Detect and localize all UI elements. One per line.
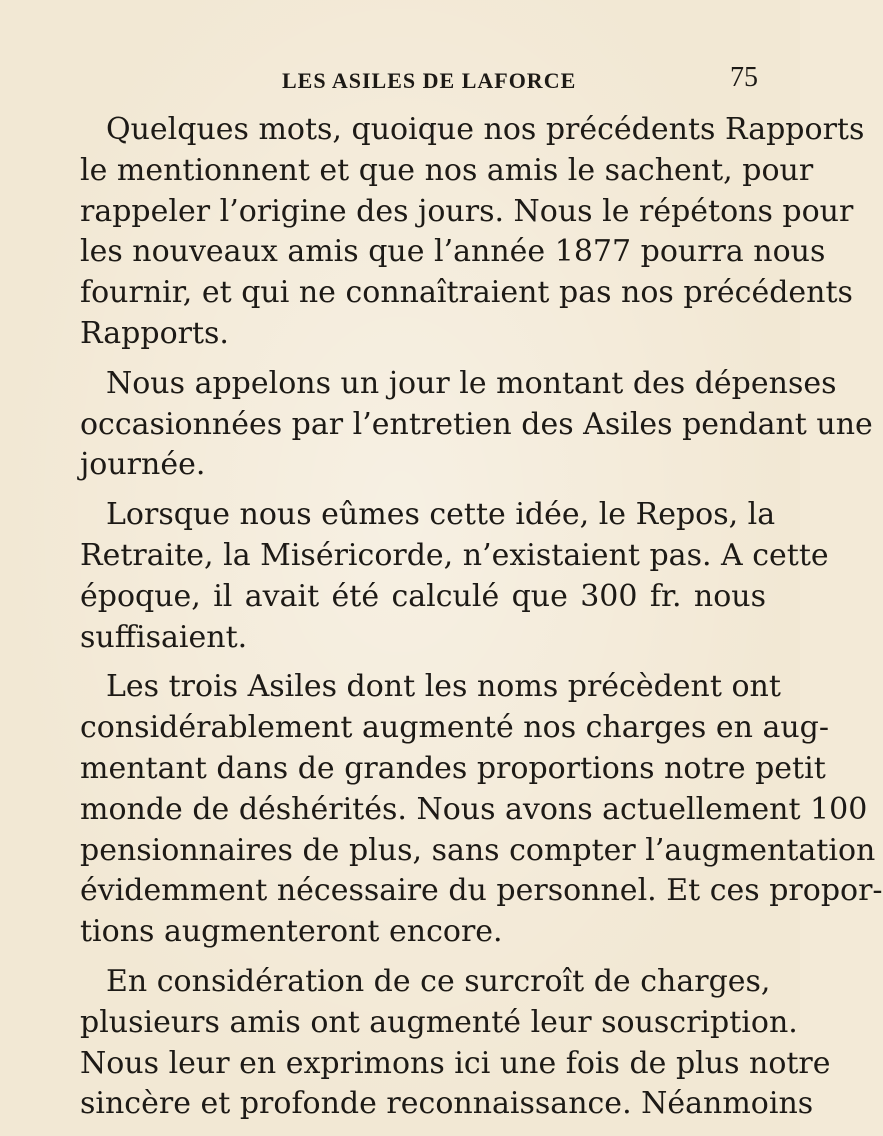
text-line: mentant dans de grandes proportions notre petit (80, 750, 826, 786)
text-line: Les trois Asiles dont les noms précèdent ont (106, 669, 781, 705)
text-line: En considération de ce surcroît de charges, (106, 963, 771, 999)
text-line: Lorsque nous eûmes cette idée, le Repos, la (106, 497, 776, 533)
page-header (0, 62, 800, 102)
text-line: fournir, et qui ne connaîtraient pas nos précédents (80, 275, 853, 311)
paragraph (80, 110, 865, 355)
paragraph (80, 364, 873, 486)
text-line: Rapports. (80, 315, 229, 351)
text-line: Nous leur en exprimons ici une fois de plus notre (80, 1045, 831, 1081)
text-line: évidemment nécessaire du personnel. Et ces propor- (80, 873, 883, 909)
text-line: rappeler l’origine des jours. Nous le répétons pour (80, 193, 854, 229)
text-line: monde de déshérités. Nous avons actuellement 100 (80, 791, 868, 827)
paragraph (80, 495, 829, 658)
text-line: occasionnées par l’entretien des Asiles pendant une (80, 406, 873, 442)
text-line: Nous appelons un jour le montant des dépenses (106, 365, 837, 401)
paragraph (80, 962, 831, 1125)
text-line: pensionnaires de plus, sans compter l’augmentation (80, 832, 876, 868)
running-title: LES ASILES DE LAFORCE (282, 68, 577, 93)
text-line: époque, il avait été calculé que 300 fr. nous (80, 578, 766, 614)
paragraph (80, 667, 883, 953)
text-line: considérablement augmenté nos charges en aug- (80, 710, 830, 746)
page-body (80, 110, 883, 1134)
text-line: tions augmenteront encore. (80, 914, 503, 950)
text-line: les nouveaux amis que l’année 1877 pourra nous (80, 234, 826, 270)
text-line: suffisaient. (80, 619, 248, 655)
text-line: Quelques mots, quoique nos précédents Rapports (106, 112, 865, 147)
text-line: plusieurs amis ont augmenté leur souscription. (80, 1004, 798, 1040)
text-line: sincère et profonde reconnaissance. Néanmoins (80, 1086, 814, 1122)
page-number: 75 (730, 62, 758, 93)
text-line: Retraite, la Miséricorde, n’existaient pas. A cette (80, 537, 829, 573)
text-line: le mentionnent et que nos amis le sachent, pour (80, 152, 814, 188)
text-line: journée. (80, 447, 206, 483)
